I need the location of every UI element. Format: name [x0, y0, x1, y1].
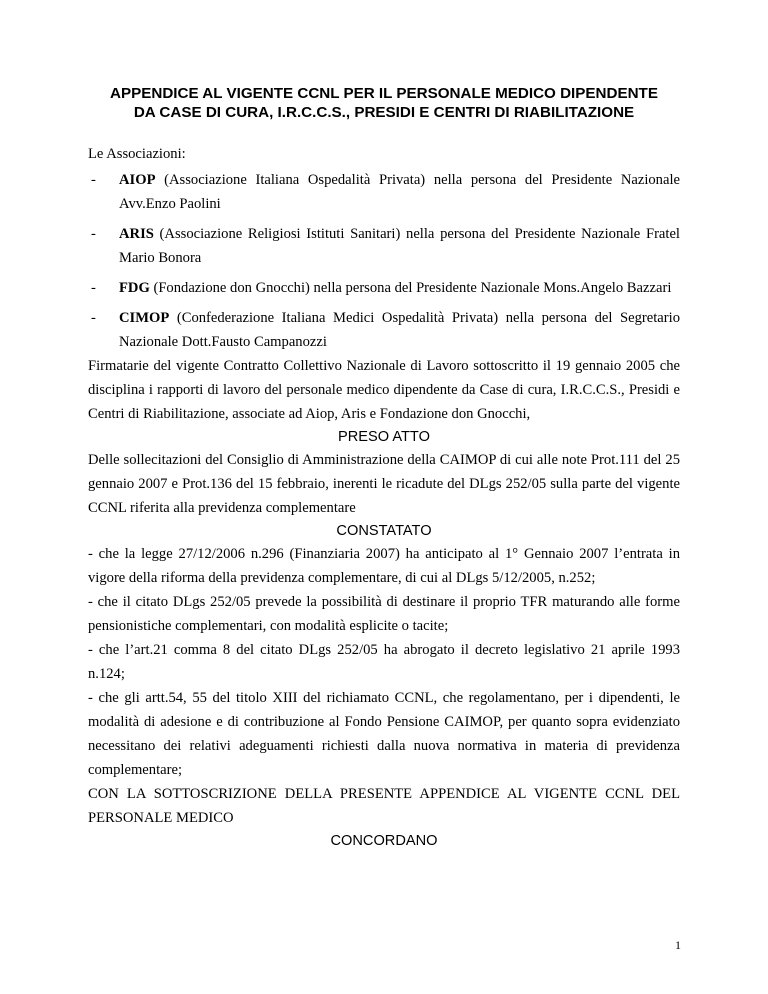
page-number: 1 — [675, 938, 681, 952]
constatato-item: - che l’art.21 comma 8 del citato DLgs 252/05 ha abrogato il decreto legislativo 21 aprile 1993 n.124; — [88, 642, 680, 682]
association-name: AIOP — [119, 172, 156, 188]
signatories-paragraph: Firmatarie del vigente Contratto Collettivo Nazionale di Lavoro sottoscritto il 19 gennaio 2005 che disciplina i rapporti di lavoro del personale medico dipendente da Case di cura, I.R.C.C.S., Presidi e Centri di Riabilitazione, associate ad Aiop, Aris e Fondazione don Gnocchi, — [88, 358, 680, 422]
list-item: - CIMOP (Confederazione Italiana Medici Ospedalità Privata) nella persona del Segretario Nazionale Dott.Fausto Campanozzi — [91, 310, 680, 350]
sottoscrizione-paragraph: CON LA SOTTOSCRIZIONE DELLA PRESENTE APPENDICE AL VIGENTE CCNL DEL PERSONALE MEDICO — [88, 786, 680, 826]
constatato-item: - che gli artt.54, 55 del titolo XIII del richiamato CCNL, che regolamentano, per i dipendenti, le modalità di adesione e di contribuzione al Fondo Pensione CAIMOP, per quanto sopra evidenziato necessitano dei relativi adeguamenti richiesti dalla nuova normativa in materia di previdenza complementare; — [88, 690, 680, 778]
title-line-2: DA CASE DI CURA, I.R.C.C.S., PRESIDI E CENTRI DI RIABILITAZIONE — [133, 104, 635, 121]
association-name: FDG — [119, 280, 150, 296]
title-line-1: APPENDICE AL VIGENTE CCNL PER IL PERSONALE MEDICO DIPENDENTE — [110, 85, 658, 102]
list-item: - AIOP (Associazione Italiana Ospedalità Privata) nella persona del Presidente Nazionale Avv.Enzo Paolini — [91, 172, 680, 212]
association-desc: (Associazione Italiana Ospedalità Privata) nella persona del Presidente Nazionale Avv.Enzo Paolini — [119, 172, 680, 212]
association-desc: (Confederazione Italiana Medici Ospedalità Privata) nella persona del Segretario Nazionale Dott.Fausto Campanozzi — [119, 310, 680, 350]
intro-text: Le Associazioni: — [88, 146, 186, 162]
list-item: - ARIS (Associazione Religiosi Istituti Sanitari) nella persona del Presidente Nazionale Fratel Mario Bonora — [91, 226, 680, 266]
list-item: - FDG (Fondazione don Gnocchi) nella persona del Presidente Nazionale Mons.Angelo Bazzari — [91, 280, 672, 296]
section-heading-constatato: CONSTATATO — [336, 523, 432, 539]
section-heading-concordano: CONCORDANO — [330, 833, 438, 849]
association-name: ARIS — [119, 226, 154, 242]
section-heading-preso-atto: PRESO ATTO — [338, 429, 430, 445]
association-name: CIMOP — [119, 310, 170, 326]
preso-atto-paragraph: Delle sollecitazioni del Consiglio di Amministrazione della CAIMOP di cui alle note Prot.111 del 25 gennaio 2007 e Prot.136 del 15 febbraio, inerenti le ricadute del DLgs 252/05 sulla parte del vigente CCNL riferita alla previdenza complementare — [88, 452, 680, 516]
associations-list — [88, 168, 680, 354]
association-desc: (Associazione Religiosi Istituti Sanitari) nella persona del Presidente Nazionale Fratel Mario Bonora — [119, 226, 680, 266]
association-desc: (Fondazione don Gnocchi) nella persona del Presidente Nazionale Mons.Angelo Bazzari — [149, 280, 672, 296]
document-title — [88, 84, 680, 122]
constatato-item: - che la legge 27/12/2006 n.296 (Finanziaria 2007) ha anticipato al 1° Gennaio 2007 l’entrata in vigore della riforma della previdenza complementare, di cui al DLgs 5/12/2005, n.252; — [88, 546, 680, 586]
constatato-item: - che il citato DLgs 252/05 prevede la possibilità di destinare il proprio TFR maturando alle forme pensionistiche complementari, con modalità esplicite o tacite; — [88, 594, 680, 634]
